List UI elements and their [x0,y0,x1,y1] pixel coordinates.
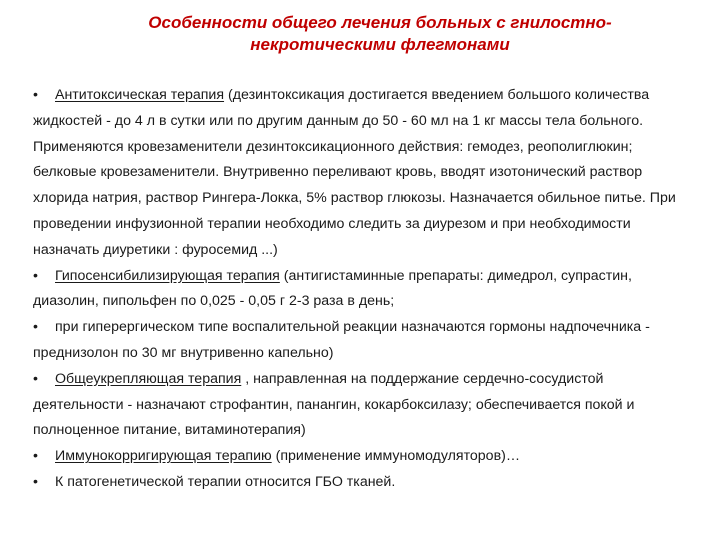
bullet-item [33,444,693,470]
slide-title-line-1: Особенности общего лечения больных с гнилостно- [148,13,612,32]
bullet-text: К патогенетической терапии относится ГБО тканей. [55,473,396,490]
bullet-item [33,83,693,264]
bullet-item [33,264,693,316]
bullet-icon: • [33,473,38,490]
bullet-item [33,470,693,496]
bullet-text: (антигистаминные препараты: димедрол, супрастин, диазолин, пипольфен по 0,025 - 0,05 г 2-3 раза в день; [33,267,632,310]
slide-body [33,83,693,496]
bullet-text: (применение иммуномодуляторов)… [271,448,521,465]
bullet-item [33,367,693,444]
bullet-text: (дезинтоксикация достигается введением большого количества жидкостей - до 4 л в сутки или по другим данным до 50 - 60 мл на 1 кг массы тела больного. Применяются кровезаменители дезинтоксикационного действия: гемодез, реополиглюкин; белковые кровезаменители. Внутривенно переливают кровь, вводят изотонический раствор хлорида натрия, раствор Рингера-Локка, 5% раствор глюкозы. Назначается обильное питье. При проведении инфузионной терапии необходимо следить за диурезом и при необходимости назначать диуретики : фуросемид ...) [33,87,676,258]
bullet-icon: • [33,370,38,387]
bullet-text: при гиперергическом типе воспалительной реакции назначаются гормоны надпочечника - преднизолон по 30 мг внутривенно капельно) [33,319,650,361]
bullet-heading: Иммунокорригирующая терапию [55,448,272,465]
bullet-icon: • [33,448,38,465]
bullet-icon: • [33,87,38,103]
slide-title [80,12,680,56]
bullet-heading: Антитоксическая терапия [55,87,225,103]
slide-title-line-2: некротическими флегмонами [250,35,510,54]
bullet-icon: • [33,319,38,336]
bullet-item [33,315,693,367]
bullet-icon: • [33,267,38,284]
bullet-text: , направленная на поддержание сердечно-сосудистой деятельности - назначают строфантин, панангин, кокарбоксилазу; обеспечивается покой и полноценное питание, витаминотерапия) [33,370,635,439]
bullet-heading: Общеукрепляющая терапия [55,370,242,387]
bullet-heading: Гипосенсибилизирующая терапия [55,267,280,284]
